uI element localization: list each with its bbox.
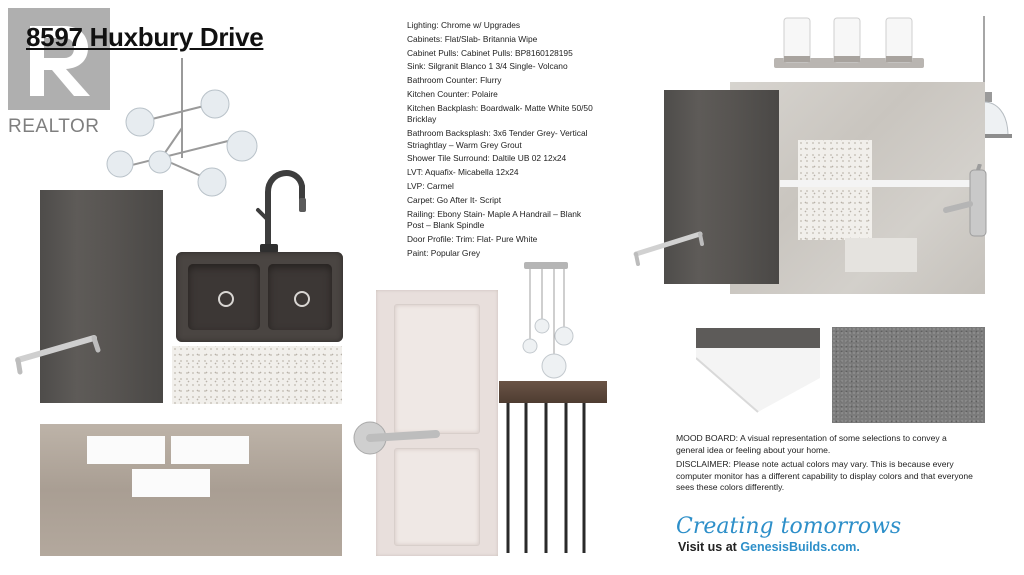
disclaimer: DISCLAIMER: Please note actual colors may vary. This is because every computer monitor has a different capability to display colors and that everyone sees these colors differently. xyxy=(676,459,973,493)
kitchen-counter-swatch xyxy=(172,346,342,404)
trim-paint-swatch xyxy=(696,328,820,419)
spec-item: Cabinet Pulls: Cabinet Pulls: BP8160128195 xyxy=(407,47,573,58)
sink-basin-left xyxy=(188,264,260,330)
chandelier-icon xyxy=(100,58,270,203)
visit-prefix: Visit us at xyxy=(678,540,737,554)
drain-icon xyxy=(218,291,234,307)
vanity-pull-icon xyxy=(630,224,710,275)
faucet-icon xyxy=(940,164,996,243)
bathroom-counter-swatch xyxy=(798,140,872,240)
mood-board-text xyxy=(676,433,976,497)
cabinet-pull-icon xyxy=(14,330,104,385)
spec-item: Kitchen Backplash: Boardwalk- Matte White 50/50 Bricklay xyxy=(407,102,593,125)
faucet-icon xyxy=(250,160,320,260)
backsplash-sample xyxy=(845,238,917,272)
slogan: Creating tomorrows xyxy=(676,514,902,539)
spec-item: Railing: Ebony Stain- Maple A Handrail – Blank Post – Blank Spindle xyxy=(407,208,582,231)
sink-basin-right xyxy=(268,264,332,330)
mood-board-definition: MOOD BOARD: A visual representation of some selections to convey a general idea or feeling about your home. xyxy=(676,433,947,455)
backsplash-tile xyxy=(132,469,210,497)
spec-item: Door Profile: Trim: Flat- Pure White xyxy=(407,233,538,244)
page-title: 8597 Huxbury Drive xyxy=(26,22,264,52)
spec-item: Paint: Popular Grey xyxy=(407,247,481,258)
spec-item: Bathroom Counter: Flurry xyxy=(407,75,502,86)
door-upper-panel xyxy=(394,304,480,434)
spec-item: LVT: Aquafix- Micabella 12x24 xyxy=(407,167,519,178)
spec-item: Carpet: Go After It- Script xyxy=(407,194,502,205)
spec-item: Sink: Silgranit Blanco 1 3/4 Single- Volcano xyxy=(407,61,568,72)
door-handle-icon xyxy=(348,416,443,471)
pendant-cluster-icon xyxy=(512,262,582,397)
drain-icon xyxy=(294,291,310,307)
sink-swatch xyxy=(176,252,343,342)
website-link[interactable]: GenesisBuilds.com. xyxy=(740,540,860,554)
railing-spindles xyxy=(502,403,602,560)
spec-list xyxy=(407,20,597,261)
spec-item: Kitchen Counter: Polaire xyxy=(407,88,498,99)
backsplash-tile xyxy=(171,436,249,464)
carpet-swatch xyxy=(832,327,985,423)
backsplash-tile xyxy=(87,436,165,464)
spec-item: Cabinets: Flat/Slab- Britannia Wipe xyxy=(407,33,538,44)
railing-handrail-swatch xyxy=(499,381,607,403)
spec-item: Bathroom Backsplash: 3x6 Tender Grey- Vertical Striaghtlay – Warm Grey Grout xyxy=(407,128,588,150)
spec-item: Shower Tile Surround: Daltile UB 02 12x24 xyxy=(407,153,567,164)
visit-line xyxy=(678,540,860,554)
lvp-floor-swatch xyxy=(40,424,342,556)
spec-item: LVP: Carmel xyxy=(407,180,454,191)
spec-item: Lighting: Chrome w/ Upgrades xyxy=(407,20,521,30)
realtor-label: REALTOR xyxy=(8,116,100,137)
vanity-light-icon xyxy=(774,16,924,77)
